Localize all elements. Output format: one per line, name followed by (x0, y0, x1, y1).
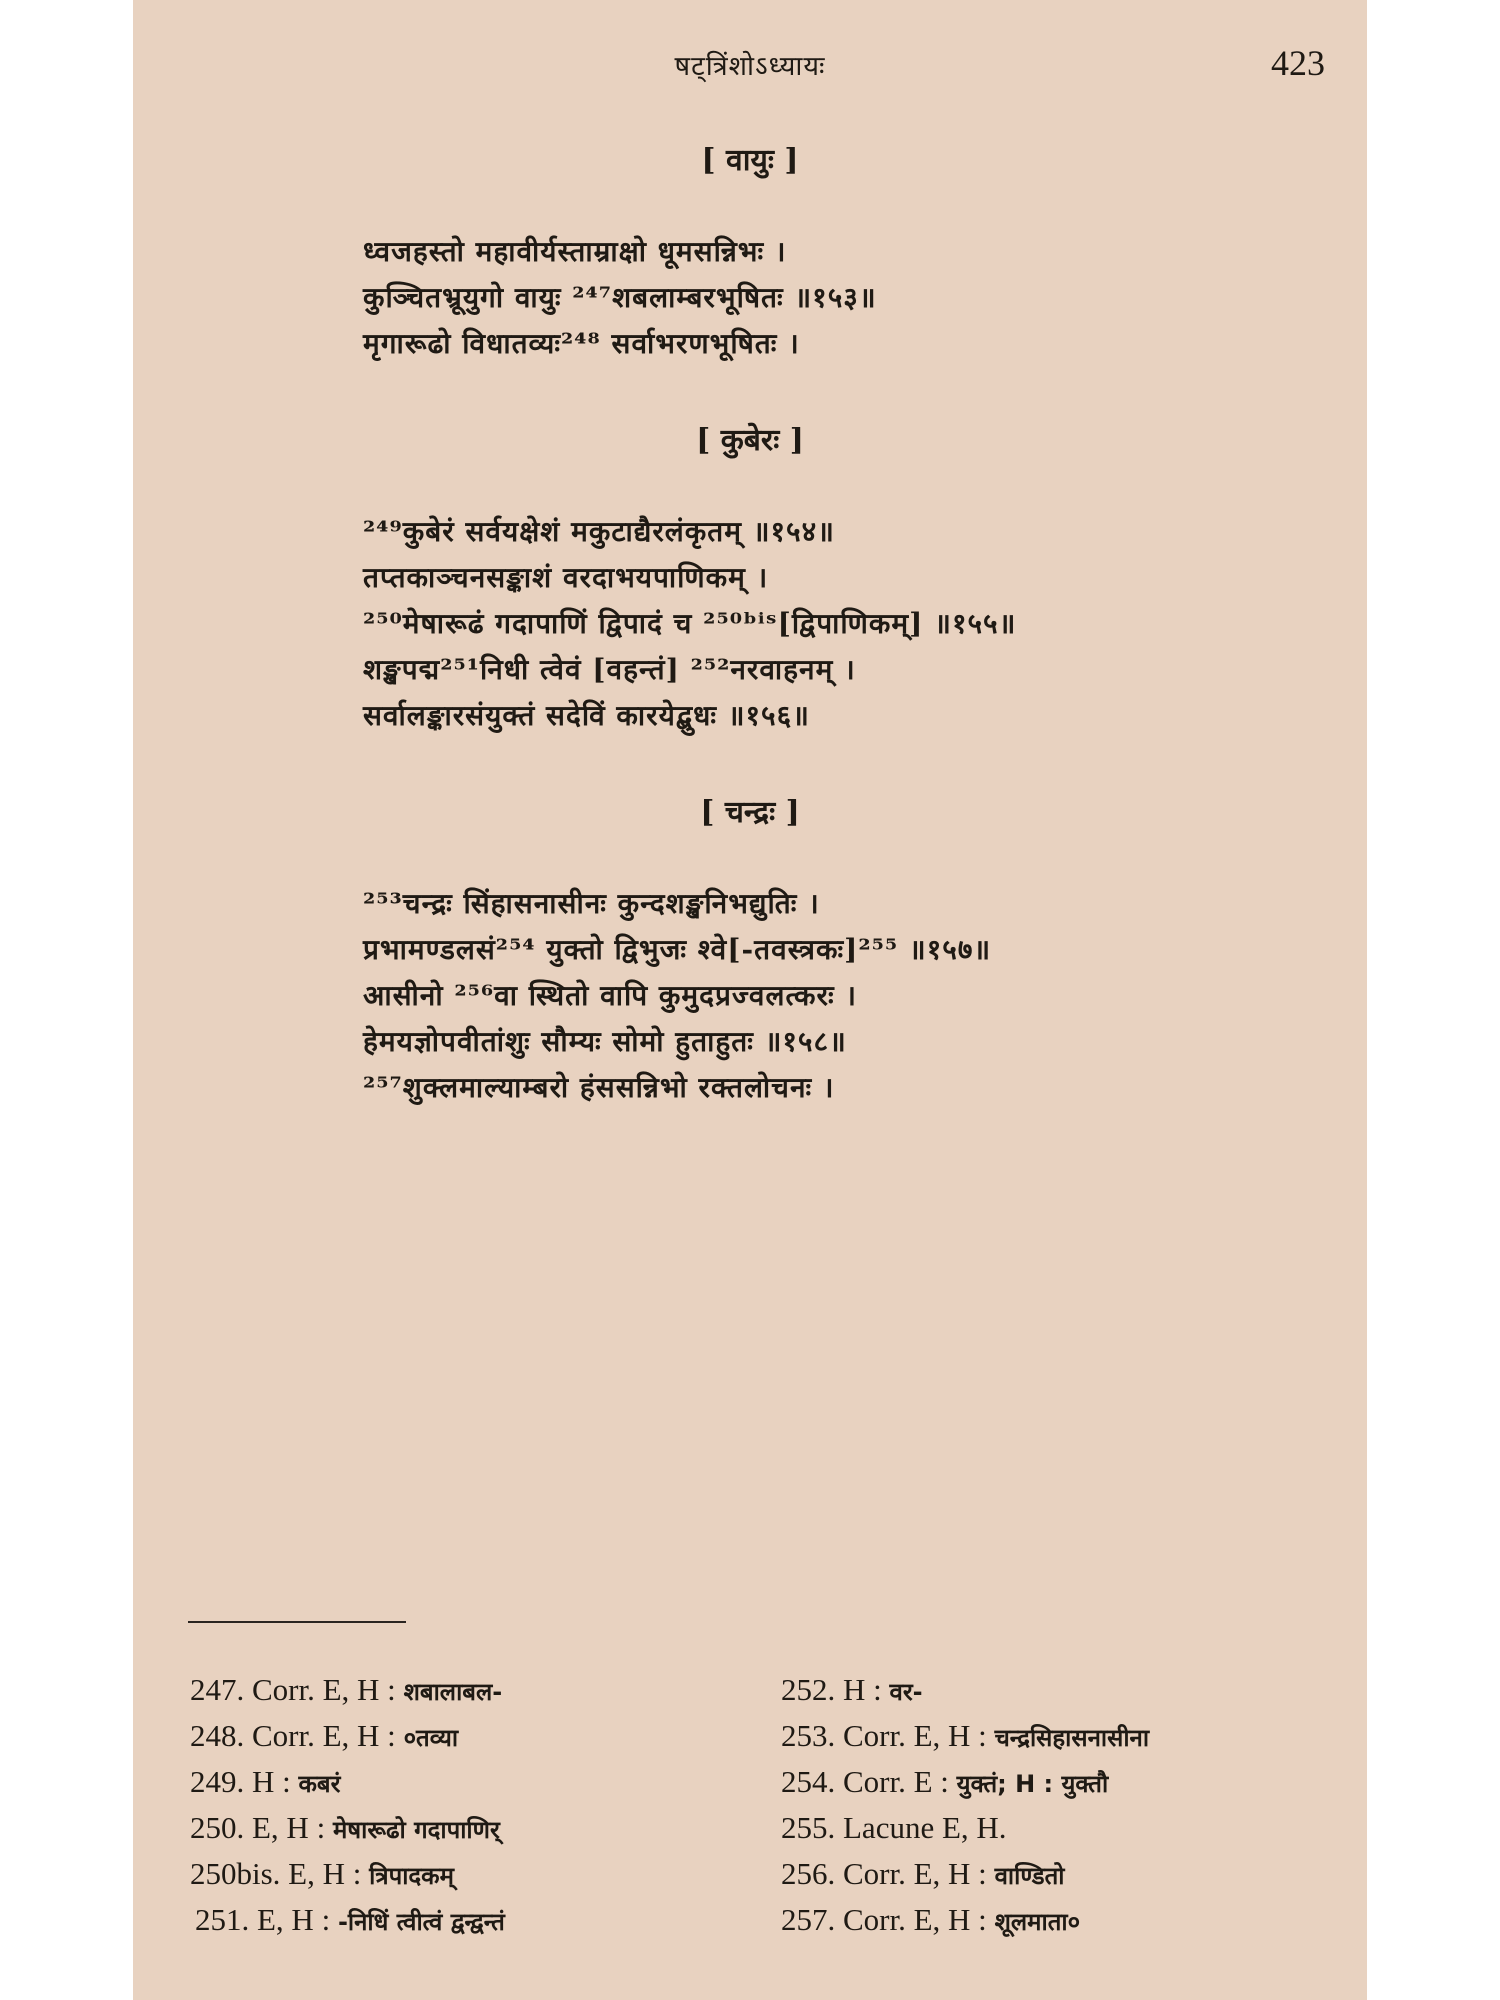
verse-line: आसीनो ²⁵⁶वा स्थितो वापि कुमुदप्रज्वलत्करः । (363, 979, 858, 1012)
footnote: 247. Corr. E, H : शबालाबल- (190, 1672, 503, 1707)
footnote: 254. Corr. E : युक्तं; H : युक्तौ (781, 1764, 1109, 1799)
footnote: 257. Corr. E, H : शूलमाता० (781, 1902, 1081, 1937)
verse-line: मृगारूढो विधातव्यः²⁴⁸ सर्वाभरणभूषितः । (363, 327, 800, 360)
footnote: 255. Lacune E, H. (781, 1810, 1007, 1845)
verse-line: हेमयज्ञोपवीतांशुः सौम्यः सोमो हुताहुतः ॥१५८॥ (363, 1025, 847, 1058)
footnote: 248. Corr. E, H : ०तव्या (190, 1718, 459, 1753)
footnote-rule (188, 1621, 406, 1623)
page-number: 423 (1271, 43, 1325, 83)
footnote: 252. H : वर- (781, 1672, 923, 1707)
section-heading-vayu: [ वायुः ] (701, 143, 799, 178)
verse-line: प्रभामण्डलसं²⁵⁴ युक्तो द्विभुजः श्वे[-तवस्त्रकः]²⁵⁵ ॥१५७॥ (363, 933, 992, 966)
verse-line: ²⁵³चन्द्रः सिंहासनासीनः कुन्दशङ्खनिभद्युतिः । (363, 887, 820, 920)
verse-line: शङ्खपद्म²⁵¹निधी त्वेवं [वहन्तं] ²⁵²नरवाहनम् । (363, 653, 856, 686)
footnote: 250. E, H : मेषारूढो गदापाणिर् (190, 1810, 500, 1845)
verse-line: सर्वालङ्कारसंयुक्तं सदेविं कारयेद्बुधः ॥१५६॥ (363, 699, 810, 732)
verse-line: ध्वजहस्तो महावीर्यस्ताम्राक्षो धूमसन्निभः । (363, 235, 787, 268)
running-head: षट्त्रिंशोऽध्यायः (674, 51, 826, 82)
verse-line: ²⁵⁰मेषारूढं गदापाणिं द्विपादं च ²⁵⁰ᵇⁱˢ[द्विपाणिकम्] ॥१५५॥ (363, 607, 1017, 640)
section-heading-kubera: [ कुबेरः ] (696, 423, 804, 458)
verse-line: ²⁴⁹कुबेरं सर्वयक्षेशं मकुटाद्यैरलंकृतम् ॥१५४॥ (363, 515, 835, 548)
verse-line: ²⁵⁷शुक्लमाल्याम्बरो हंससन्निभो रक्तलोचनः । (363, 1071, 835, 1104)
footnote: 249. H : कबरं (190, 1764, 341, 1799)
footnote: 253. Corr. E, H : चन्द्रसिहासनासीना (781, 1718, 1150, 1753)
verse-line: कुञ्चितभ्रूयुगो वायुः ²⁴⁷शबलाम्बरभूषितः ॥१५३॥ (363, 281, 877, 314)
footnote: 256. Corr. E, H : वाण्डितो (781, 1856, 1065, 1891)
footnote: 251. E, H : -निधिं त्वीत्वं द्वन्द्वन्तं (195, 1902, 505, 1937)
footnote: 250bis. E, H : त्रिपादकम् (190, 1856, 454, 1891)
book-page (133, 0, 1367, 2000)
verse-line: तप्तकाञ्चनसङ्काशं वरदाभयपाणिकम् । (363, 561, 769, 594)
section-heading-chandra: [ चन्द्रः ] (700, 795, 800, 830)
